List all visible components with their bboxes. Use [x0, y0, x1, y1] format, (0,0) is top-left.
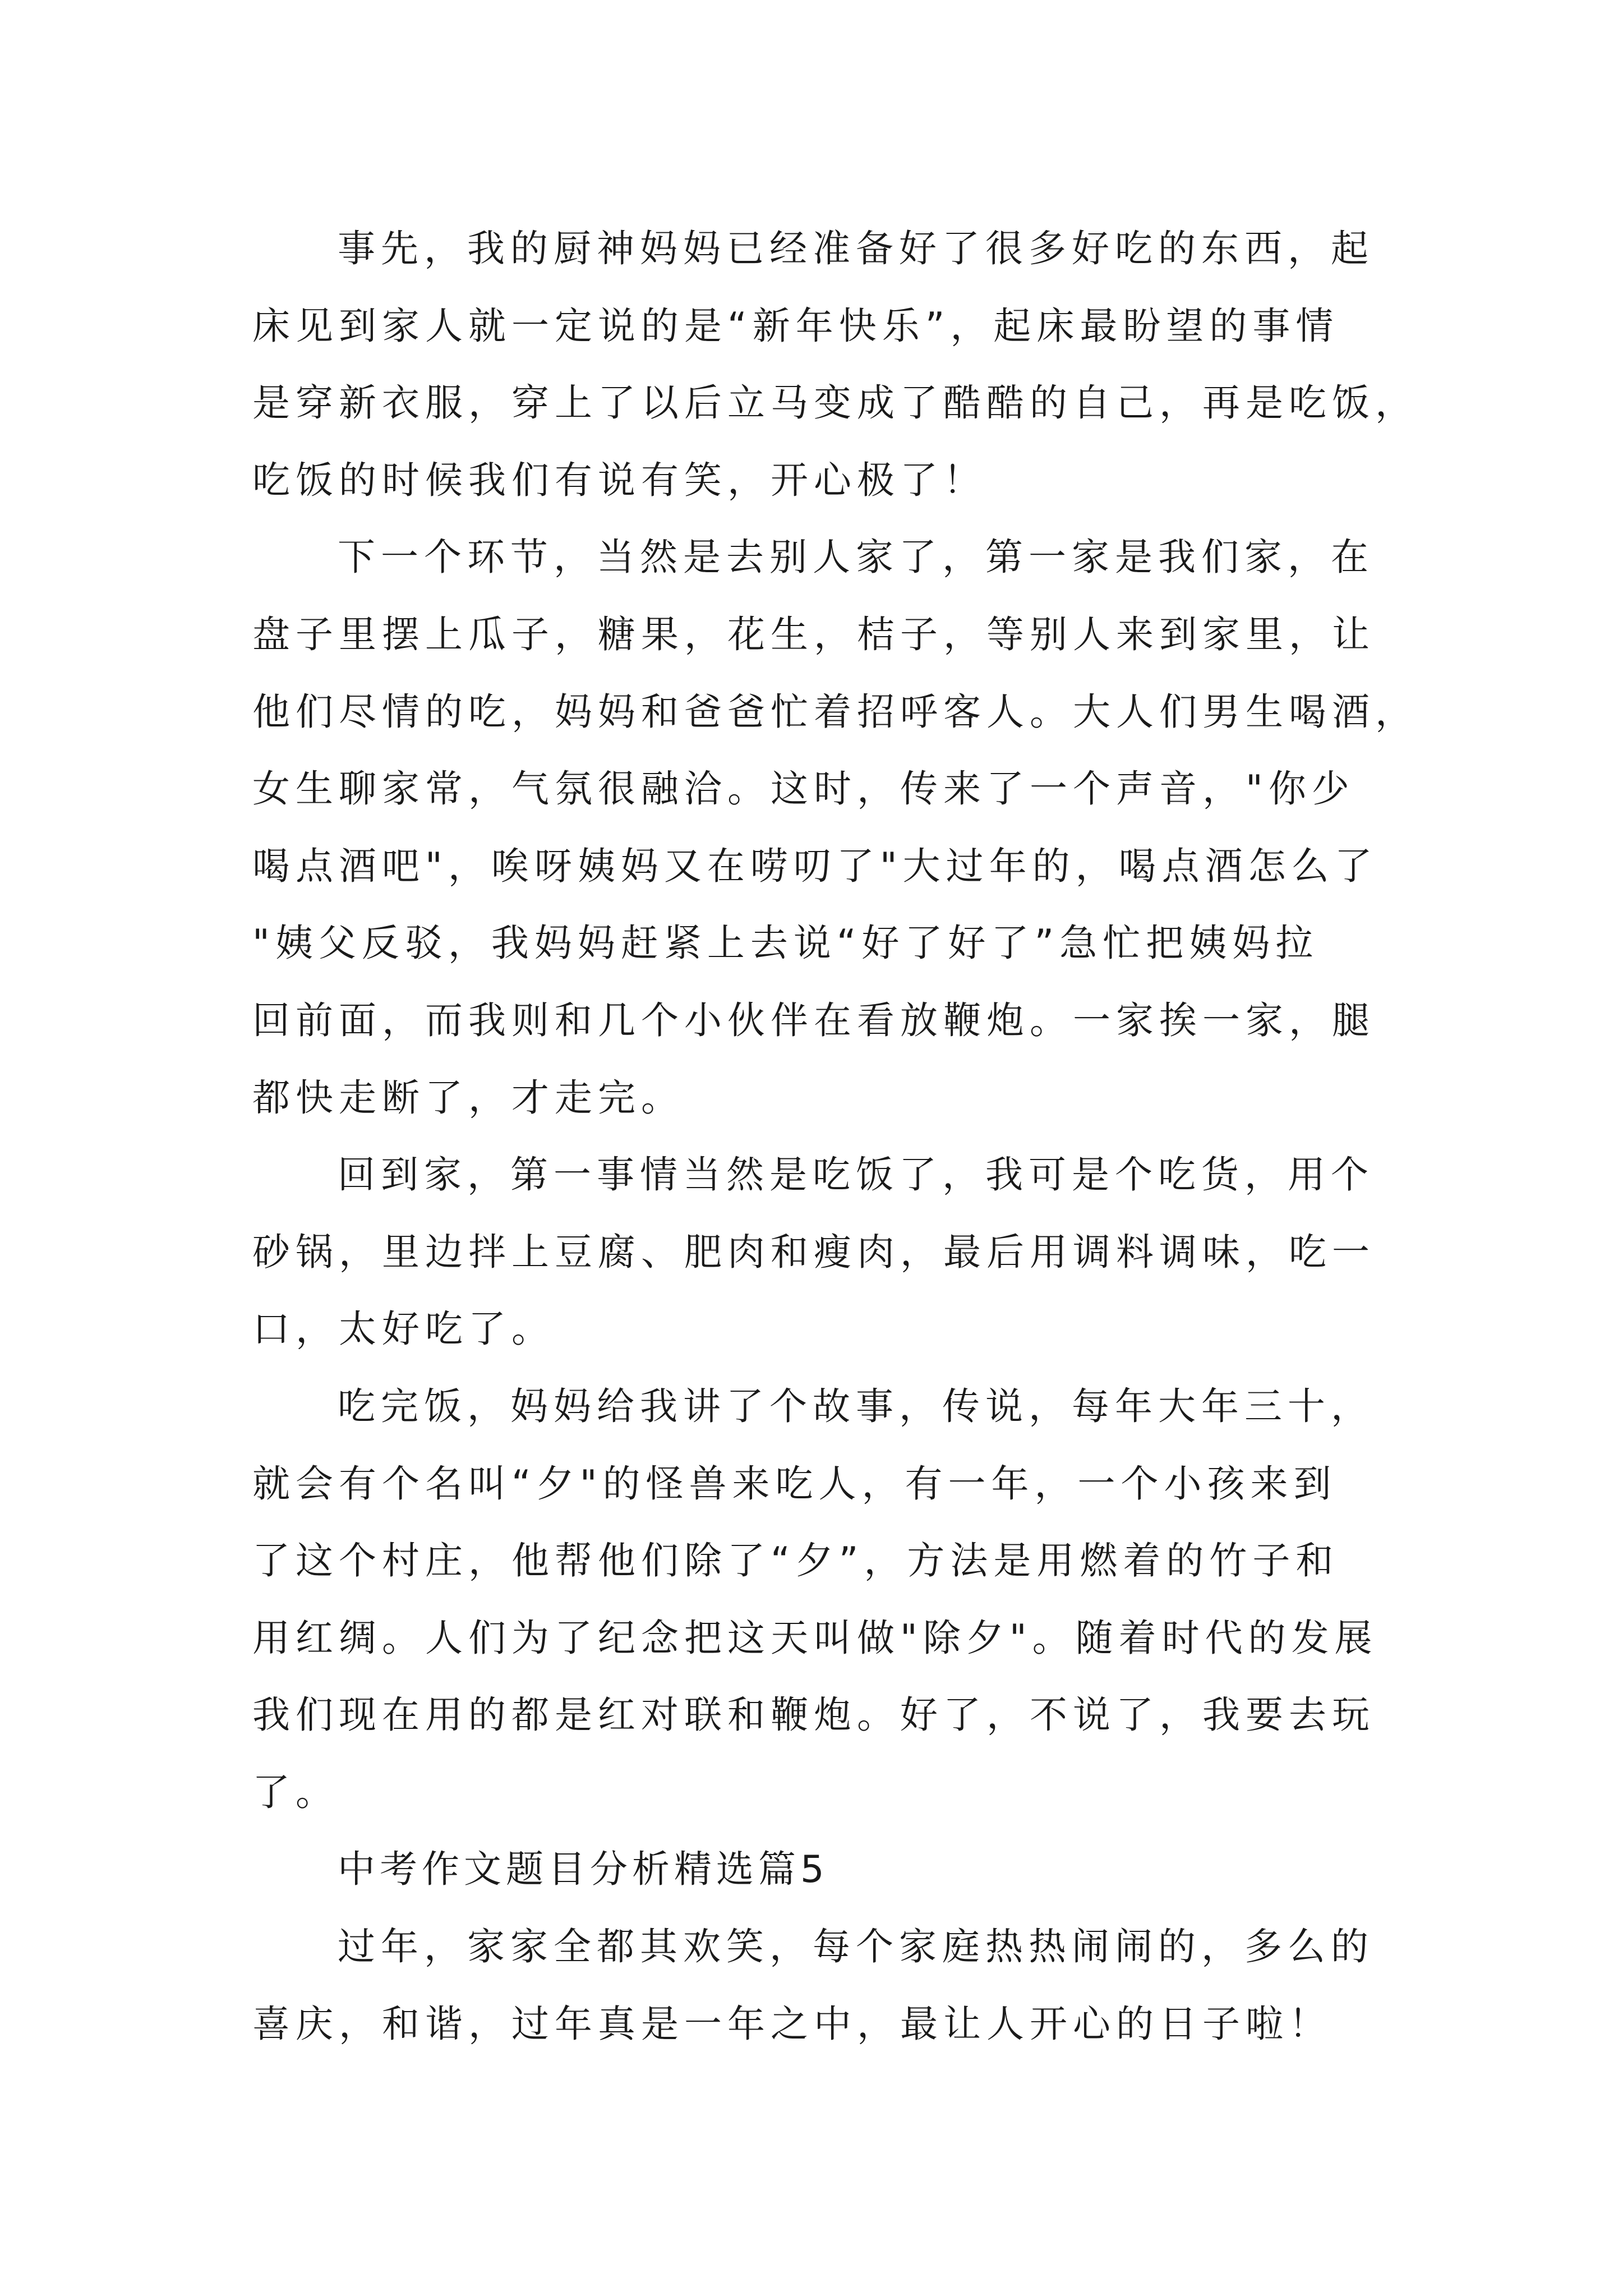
- paragraph-line: 口，太好吃了。: [252, 1307, 555, 1351]
- section-heading: 中考作文题目分析精选篇5: [338, 1847, 829, 1892]
- paragraph-line: "姨父反驳，我妈妈赶紧上去说“好了好了”急忙把姨妈拉: [252, 921, 1319, 965]
- paragraph-line: 吃完饭，妈妈给我讲了个故事，传说，每年大年三十，: [338, 1384, 1374, 1428]
- paragraph-line: 我们现在用的都是红对联和鞭炮。好了，不说了，我要去玩: [252, 1693, 1375, 1737]
- paragraph-line: 喜庆，和谐，过年真是一年之中，最让人开心的日子啦！: [252, 2001, 1332, 2046]
- paragraph-line: 了这个村庄，他帮他们除了“夕”，方法是用燃着的竹子和: [252, 1539, 1339, 1583]
- paragraph-line: 他们尽情的吃，妈妈和爸爸忙着招呼客人。大人们男生喝酒，: [252, 689, 1418, 734]
- paragraph-line: 都快走断了，才走完。: [252, 1075, 684, 1120]
- paragraph-line: 床见到家人就一定说的是“新年快乐”，起床最盼望的事情: [252, 303, 1339, 348]
- paragraph-line: 下一个环节，当然是去别人家了，第一家是我们家，在: [338, 535, 1374, 579]
- paragraph-line: 盘子里摆上瓜子，糖果，花生，桔子，等别人来到家里，让: [252, 612, 1375, 656]
- paragraph-line: 过年，家家全都其欢笑，每个家庭热热闹闹的，多么的: [338, 1925, 1374, 1969]
- paragraph-line: 回到家，第一事情当然是吃饭了，我可是个吃货，用个: [338, 1153, 1374, 1197]
- paragraph-line: 事先，我的厨神妈妈已经准备好了很多好吃的东西，起: [338, 227, 1374, 270]
- paragraph-line: 了。: [252, 1770, 339, 1814]
- paragraph-line: 用红绸。人们为了纪念把这天叫做"除夕"。随着时代的发展: [252, 1616, 1378, 1660]
- paragraph-line: 是穿新衣服，穿上了以后立马变成了酷酷的自己，再是吃饭，: [252, 381, 1418, 425]
- paragraph-line: 回前面，而我则和几个小伙伴在看放鞭炮。一家挨一家，腿: [252, 998, 1375, 1042]
- paragraph-line: 吃饭的时候我们有说有笑，开心极了！: [252, 458, 986, 502]
- paragraph-line: 砂锅，里边拌上豆腐、肥肉和瘦肉，最后用调料调味，吃一: [252, 1230, 1375, 1274]
- paragraph-line: 女生聊家常，气氛很融洽。这时，传来了一个声音，"你少: [252, 767, 1355, 811]
- paragraph-line: 喝点酒吧"，唉呀姨妈又在唠叨了"大过年的，喝点酒怎么了: [252, 844, 1378, 888]
- essay-body: [252, 210, 1418, 2063]
- paragraph-line: 就会有个名叫“夕"的怪兽来吃人，有一年，一个小孩来到: [252, 1461, 1337, 1506]
